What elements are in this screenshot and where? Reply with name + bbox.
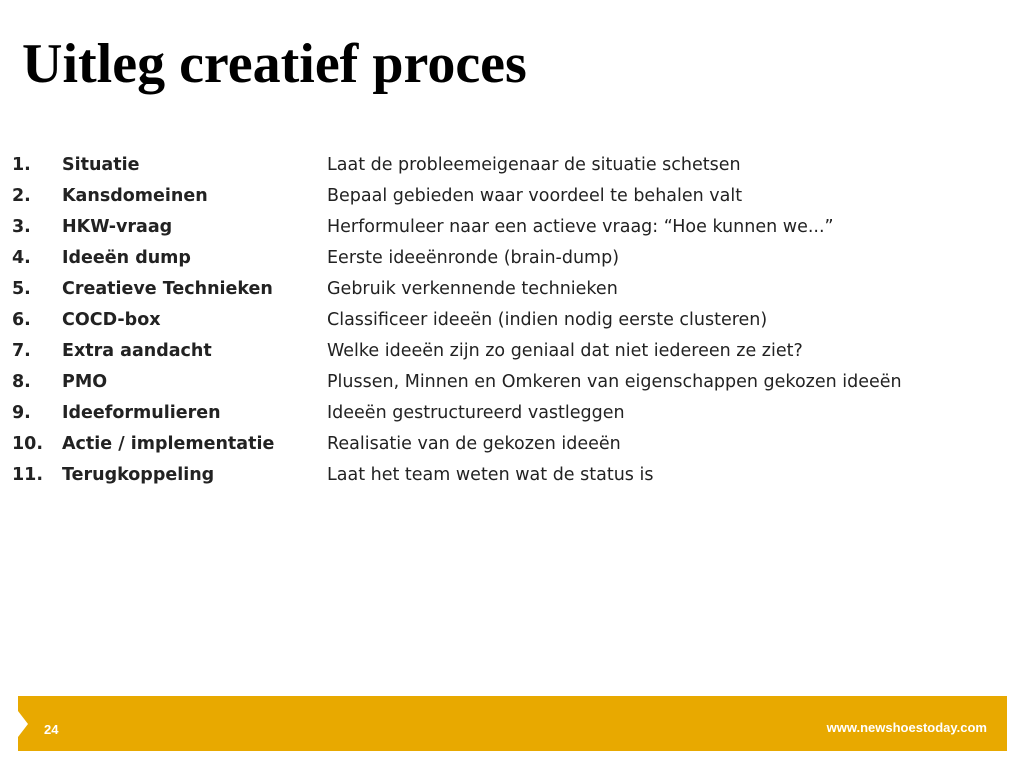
list-item — [12, 152, 1024, 183]
step-description: Laat het team weten wat de status is — [327, 465, 654, 485]
step-number: 4. — [12, 248, 31, 268]
list-item — [12, 369, 1024, 400]
step-name: PMO — [62, 372, 108, 392]
step-name: Actie / implementatie — [62, 434, 275, 454]
step-name: Situatie — [62, 155, 140, 175]
step-description: Eerste ideeënronde (brain-dump) — [327, 248, 620, 268]
step-name: Kansdomeinen — [62, 186, 208, 206]
step-description: Laat de probleemeigenaar de situatie schetsen — [327, 155, 741, 175]
step-name: Extra aandacht — [62, 341, 212, 361]
page-number: 24 — [44, 722, 59, 737]
step-number: 10. — [12, 434, 44, 454]
step-number: 3. — [12, 217, 31, 237]
step-number: 1. — [12, 155, 31, 175]
step-description: Gebruik verkennende technieken — [327, 279, 618, 299]
footer-bar — [18, 696, 1007, 751]
slide-title: Uitleg creatief proces — [22, 33, 527, 95]
step-number: 7. — [12, 341, 31, 361]
step-description: Welke ideeën zijn zo geniaal dat niet iedereen ze ziet? — [327, 341, 803, 361]
step-description: Plussen, Minnen en Omkeren van eigenschappen gekozen ideeën — [327, 372, 902, 392]
list-item — [12, 431, 1024, 462]
step-description: Ideeën gestructureerd vastleggen — [327, 403, 625, 423]
step-name: HKW-vraag — [62, 217, 173, 237]
step-description: Herformuleer naar een actieve vraag: “Hoe kunnen we...” — [327, 217, 834, 237]
list-item — [12, 245, 1024, 276]
list-item — [12, 307, 1024, 338]
step-number: 8. — [12, 372, 31, 392]
step-name: Ideeformulieren — [62, 403, 221, 423]
list-item — [12, 214, 1024, 245]
step-number: 11. — [12, 465, 44, 485]
step-number: 9. — [12, 403, 31, 423]
list-item — [12, 183, 1024, 214]
step-number: 6. — [12, 310, 31, 330]
list-item — [12, 276, 1024, 307]
step-number: 5. — [12, 279, 31, 299]
step-number: 2. — [12, 186, 31, 206]
list-item — [12, 338, 1024, 369]
list-item — [12, 400, 1024, 431]
step-name: Ideeën dump — [62, 248, 191, 268]
step-description: Classificeer ideeën (indien nodig eerste clusteren) — [327, 310, 768, 330]
process-steps-list — [12, 152, 1024, 493]
step-description: Bepaal gebieden waar voordeel te behalen valt — [327, 186, 743, 206]
step-name: COCD-box — [62, 310, 161, 330]
step-description: Realisatie van de gekozen ideeën — [327, 434, 621, 454]
step-name: Creatieve Technieken — [62, 279, 273, 299]
website-label: www.newshoestoday.com — [826, 720, 987, 735]
list-item — [12, 462, 1024, 493]
footer-notch-shape — [18, 711, 28, 737]
step-name: Terugkoppeling — [62, 465, 215, 485]
